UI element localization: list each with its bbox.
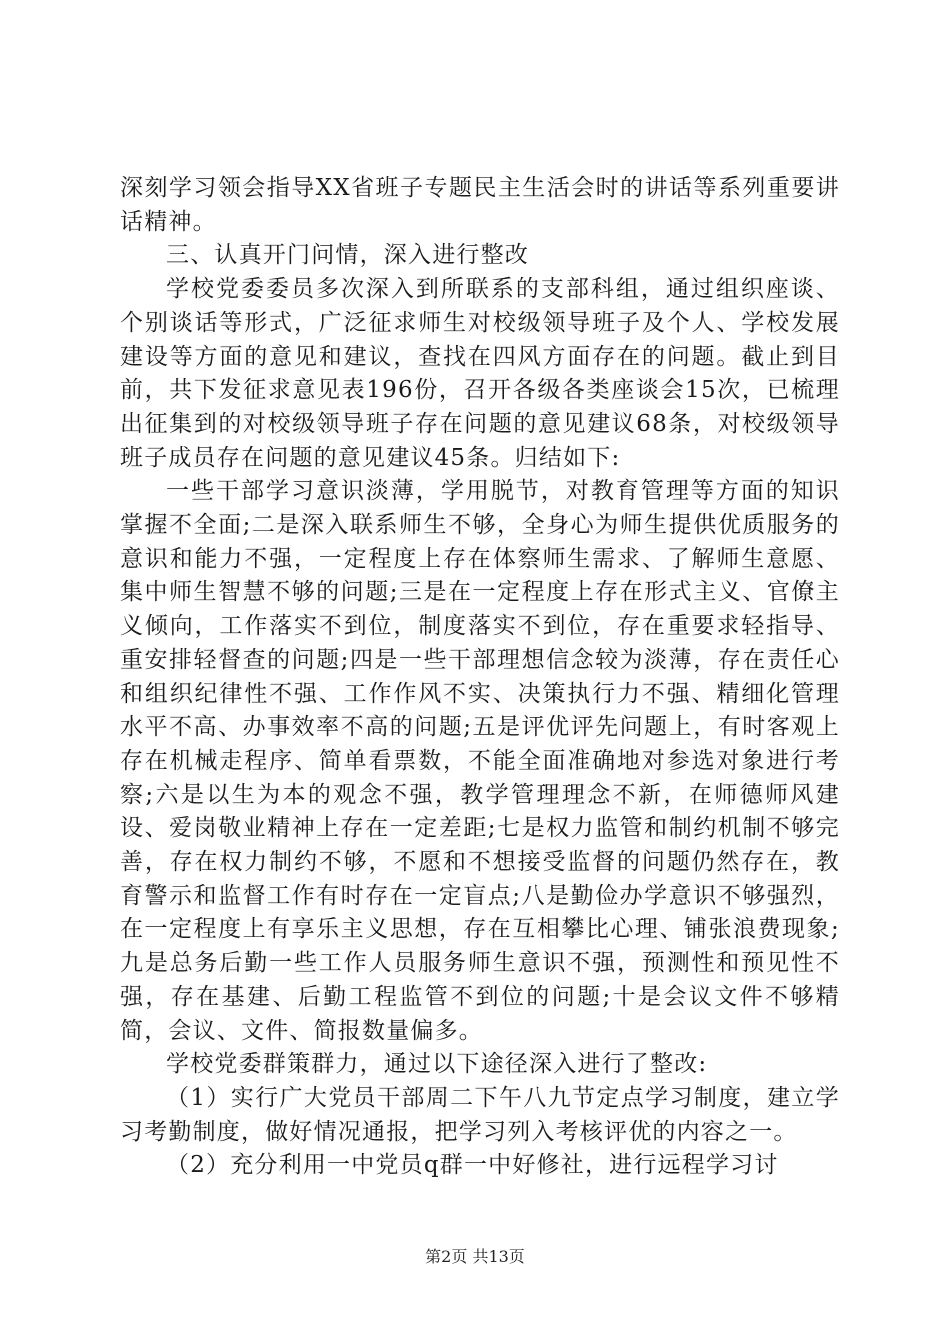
paragraph-rectification-intro: 学校党委群策群力，通过以下途径深入进行了整改:	[166, 1051, 708, 1078]
document-body	[120, 172, 840, 1183]
section-heading: 三、认真开门问情，深入进行整改	[166, 242, 529, 269]
paragraph-survey: 学校党委委员多次深入到所联系的支部科组，通过组织座谈、个别谈话等形式，广泛征求师生对校级领导班子及个人、学校发展建设等方面的意见和建议，查找在四风方面存在的问题。截止到目前，共下发征求意见表196份，召开各级各类座谈会15次，已梳理出征集到的对校级领导班子存在问题的意见建议68条，对校级领导班子成员存在问题的意见建议45条。归结如下:	[120, 276, 840, 471]
list-item-2: （2）充分利用一中党员q群一中好修社，进行远程学习讨	[166, 1152, 779, 1179]
paragraph-continuation: 深刻学习领会指导XX省班子专题民主生活会时的讲话等系列重要讲话精神。	[120, 175, 840, 235]
list-item-1: （1）实行广大党员干部周二下午八九节定点学习制度，建立学习考勤制度，做好情况通报，把学习列入考核评优的内容之一。	[120, 1084, 840, 1145]
paragraph-problems: 一些干部学习意识淡薄，学用脱节，对教育管理等方面的知识掌握不全面;二是深入联系师生不够，全身心为师生提供优质服务的意识和能力不强，一定程度上存在体察师生需求、了解师生意愿、集中师生智慧不够的问题;三是在一定程度上存在形式主义、官僚主义倾向，工作落实不到位，制度落实不到位，存在重要求轻指导、重安排轻督查的问题;四是一些干部理想信念较为淡薄，存在责任心和组织纪律性不强、工作作风不实、决策执行力不强、精细化管理水平不高、办事效率不高的问题;五是评优评先问题上，有时客观上存在机械走程序、简单看票数，不能全面准确地对参选对象进行考察;六是以生为本的观念不强，教学管理理念不新，在师德师风建设、爱岗敬业精神上存在一定差距;七是权力监管和制约机制不够完善，存在权力制约不够，不愿和不想接受监督的问题仍然存在，教育警示和监督工作有时存在一定盲点;八是勤俭办学意识不够强烈，在一定程度上有享乐主义思想，存在互相攀比心理、铺张浪费现象;九是总务后勤一些工作人员服务师生意识不强，预测性和预见性不强，存在基建、后勤工程监管不到位的问题;十是会议文件不够精简，会议、文件、简报数量偏多。	[120, 478, 840, 1044]
page-footer: 第2页 共13页	[425, 1247, 525, 1266]
